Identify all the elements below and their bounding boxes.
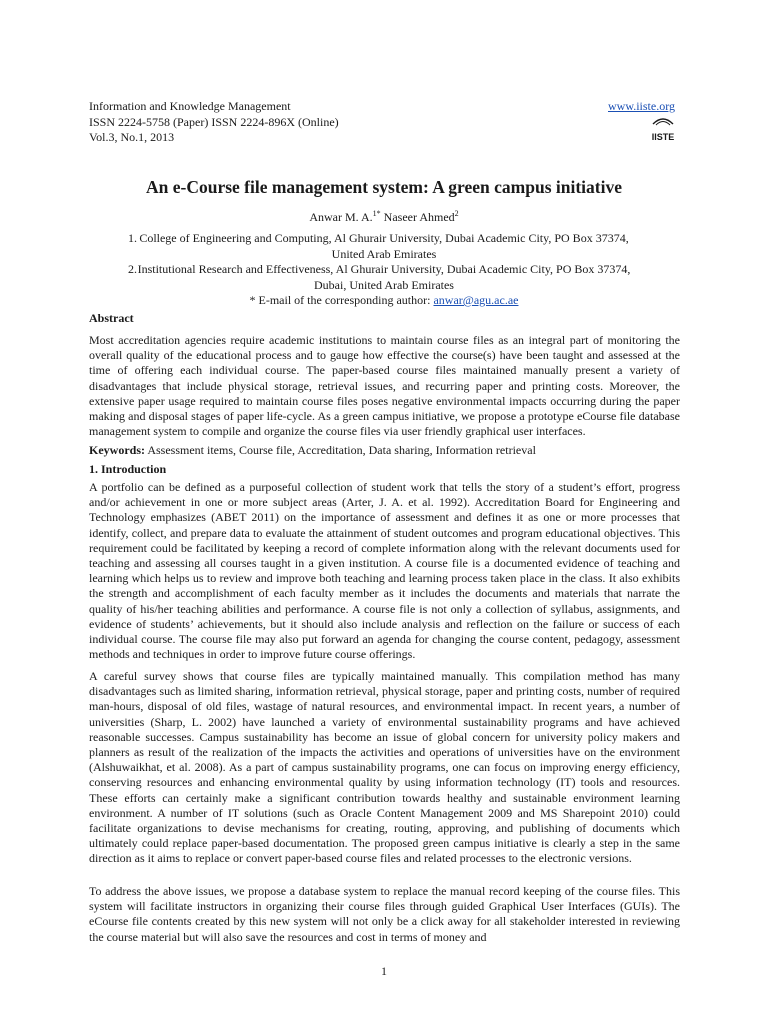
keywords-text: Assessment items, Course file, Accreditation, Data sharing, Information retrieval — [147, 443, 536, 457]
affiliation-item — [0, 262, 768, 293]
introduction-heading: 1. Introduction — [89, 462, 167, 476]
author-line — [0, 209, 768, 225]
journal-url-link[interactable]: www.iiste.org — [608, 99, 675, 113]
affiliation-number: 2. — [128, 262, 137, 276]
svg-text:IISTE: IISTE — [651, 132, 675, 142]
affiliation-text: College of Engineering and Computing, Al Ghurair University, Dubai Academic City, PO Box 37374, United Arab Emirates — [139, 231, 629, 261]
journal-header — [89, 99, 339, 146]
page-number: 1 — [381, 964, 387, 978]
corresponding-email — [0, 293, 768, 308]
keywords-line — [89, 443, 536, 458]
author-1-marker: 1* — [372, 209, 381, 218]
intro-paragraph-2: A careful survey shows that course files are typically maintained manually. This compilation method has many disadvantages such as limited sharing, information retrieval, physical storage, paper and printing costs, number of required man-hours, disposal of old files, wastage of natural resources, and environmental impact. In recent years, a number of universities (Sharp, L. 2002) have launched a variety of environmental sustainability programs and have achieved reasonable successes. Campus sustainability has become an issue of global concern for university policy makers and planners as result of the realization of the impacts the activities and operations of universities have on the environment (Alshuwaikhat, et al. 2008). As a part of campus sustainability programs, one can focus on improving energy efficiency, conserving resources and enhancing environmental quality by using information technology (IT) tools and resources. These efforts can certainly make a significant contribution towards healthy and sustainable environment learning environment. A number of IT solutions (such as Oracle Content Management 2009 and MS Sharepoint 2010) could facilitate organizations to devise mechanisms for creating, routing, approving, and publishing of documents which ultimately could replace paper-based documentation. The proposed green campus initiative is clearly a step in the same direction as it aims to replace or convert paper-based course files and related processes to the electronic versions. — [89, 669, 680, 866]
paper-title: An e-Course file management system: A green campus initiative — [145, 177, 622, 197]
journal-name: Information and Knowledge Management — [89, 99, 291, 113]
author-2: Naseer Ahmed — [383, 210, 455, 224]
affiliation-number: 1. — [128, 231, 137, 245]
affiliation-text: Institutional Research and Effectiveness, Al Ghurair University, Dubai Academic City, PO Box 37374, Dubai, United Arab Emirates — [137, 262, 631, 292]
journal-issn: ISSN 2224-5758 (Paper) ISSN 2224-896X (Online) — [89, 114, 339, 129]
affiliations-list — [0, 231, 768, 293]
abstract-heading: Abstract — [89, 311, 134, 325]
abstract-text: Most accreditation agencies require academic institutions to maintain course files as an integral part of monitoring the overall quality of the educational process and to gauge how effective the course(s) have been taught and assessed at the time of offering each individual course. The paper-based course files maintained manually present a variety of disadvantages that include physical storage, retrieval issues, and recurring paper and printing costs. Moreover, the extensive paper usage required to maintain course files poses negative environmental impacts occurring during the paper making and disposal stages of paper life-cycle. As a green campus initiative, we propose a prototype eCourse file database management system to compile and organize the course files via user friendly graphical user interfaces. — [89, 333, 680, 439]
keywords-label: Keywords: — [89, 443, 145, 457]
intro-paragraph-3: To address the above issues, we propose a database system to replace the manual record keeping of the course files. This system will facilitate instructors in organizing their course files through guided Graphical User Interfaces (GUIs). The eCourse file contents created by this new system will not only be a click away for all stakeholder interested in reviewing the course material but will also save the resources and cost in terms of money and — [89, 884, 680, 944]
author-1: Anwar M. A. — [309, 210, 373, 224]
author-2-marker: 2 — [454, 209, 459, 218]
affiliation-item — [0, 231, 768, 262]
intro-paragraph-1: A portfolio can be defined as a purposeful collection of student work that tells the story of a student’s effort, progress and/or achievement in one or more subject areas (Arter, J. A. et al. 1992). Accreditation Board for Engineering and Technology emphasizes (ABET 2011) on the importance of assessment and defines it as one or more processes that identify, collect, and prepare data to evaluate the attainment of student outcomes and program educational objectives. This requirement could be facilitated by keeping a record of complete information along with the relevant documents used for teaching and assessing all courses taught in a given institution. A course file is a documented evidence of teaching and learning which helps us to review and improve both teaching and learning process taken place in the class. It also exhibits the strength and accomplishment of each faculty member as it includes the documents and materials that narrate the quality of his/her teaching abilities and performance. A course file is not only a collection of syllabus, assignments, and evidence of students’ achievements, but it should also include analysis and reflection on the failure or success of each individual course. The course file may also put forward an agenda for changing the course content, pedagogy, assessment methods and techniques in order to improve future course offerings. — [89, 480, 680, 662]
email-link[interactable]: anwar@agu.ac.ae — [433, 293, 519, 307]
journal-volume: Vol.3, No.1, 2013 — [89, 130, 175, 144]
email-label: * E-mail of the corresponding author: — [249, 293, 431, 307]
iiste-logo — [651, 116, 675, 142]
